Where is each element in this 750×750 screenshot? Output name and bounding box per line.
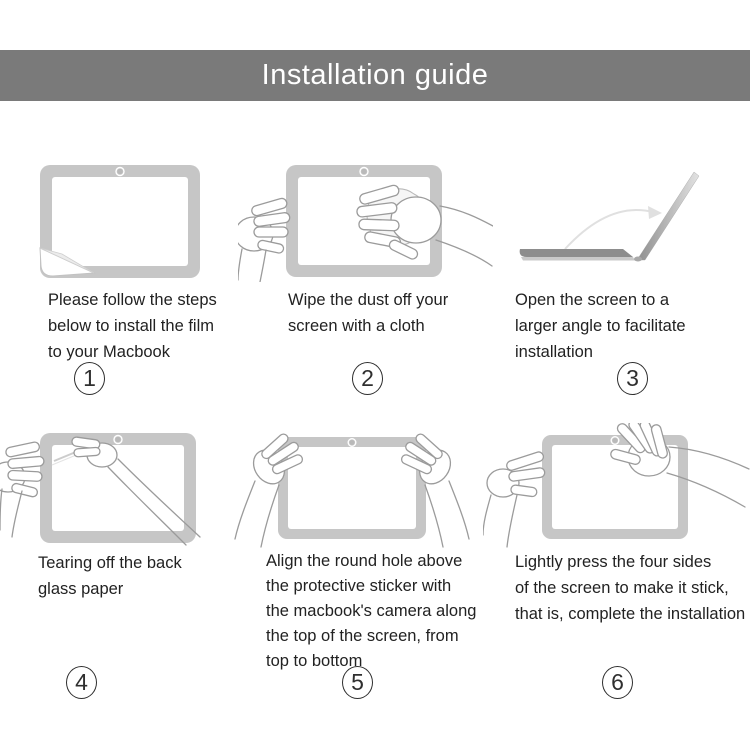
camera-dot [361,169,366,174]
step-2-number: 2 [352,362,383,395]
left-hand [238,197,290,282]
laptop-hinge [634,257,642,262]
camera-dot [613,438,618,443]
step-5-number: 5 [342,666,373,699]
open-angle-arrow [565,210,653,249]
camera-dot [115,437,120,442]
step-4-description: Tearing off the back glass paper [38,554,182,598]
tablet-screen [288,447,416,529]
step-1-description: Please follow the steps below to install the film to your Macbook [48,291,217,361]
step-1-illustration [38,163,203,281]
camera-dot [350,440,355,445]
step-2-illustration [238,150,493,282]
step-4-number: 4 [66,666,97,699]
step-1-number: 1 [74,362,105,395]
camera-dot [117,169,122,174]
tablet-screen [52,177,188,266]
step-6-description: Lightly press the four sides of the screen to make it stick, that is, complete the installation [515,553,746,623]
page-title: Installation guide [261,59,489,91]
laptop-base [520,249,633,257]
step-3-illustration [505,163,720,268]
tablet-screen [52,445,184,531]
step-6-number: 6 [602,666,633,699]
step-3-description: Open the screen to a larger angle to facilitate installation [515,291,686,361]
step-5-illustration [233,423,490,550]
laptop-screen [637,172,699,260]
step-4-illustration [0,425,252,550]
step-5-description: Align the round hole above the protective sticker with the macbook's camera along the top of the screen, from top to bottom [266,552,477,670]
title-banner [0,50,750,101]
step-3-number: 3 [617,362,648,395]
step-2-description: Wipe the dust off your screen with a cloth [288,291,449,335]
step-6-illustration [483,423,750,550]
holding-hand [0,441,44,537]
left-hand [483,451,545,547]
